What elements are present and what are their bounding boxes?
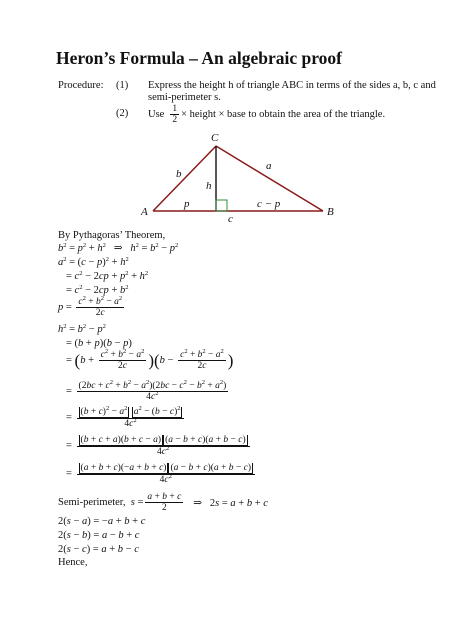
- eq-diff-squares: = $\frac{(b + c + a)(b + c - a) (a - b + c)(a + b - c)}{4c^2}$: [66, 435, 252, 457]
- eq-b-squared: $b^2 = p^2 + h^2$ ⇒ $h^2 = b^2 - p^2$: [58, 242, 179, 254]
- side-a-label: a: [266, 160, 272, 172]
- step-2-rest: × height × base to obtain the area of the triangle.: [181, 108, 386, 120]
- eq-a-squared: $a^2 = (c - p)^2 + h^2$: [58, 256, 129, 268]
- eq-expand-1: = $c^2 - 2cp + p^2 + h^2$: [66, 270, 149, 282]
- eq-rearranged: = $\frac{(a + b + c)(-a + b + c) (a - b + c)(a + b - c)}{4c^2}$: [66, 463, 257, 485]
- page-title: Heron’s Formula – An algebraic proof: [56, 48, 342, 68]
- semi-perimeter-label: Semi-perimeter,: [58, 497, 126, 508]
- eq-s-minus-b: 2(s − b) = a − b + c: [58, 530, 140, 541]
- step-1-line-2: semi-perimeter s.: [148, 92, 221, 103]
- vertex-c-label: C: [211, 132, 219, 144]
- eq-expand-2: = $c^2 - 2cp + b^2$: [66, 284, 129, 296]
- eq-s-minus-a: 2(s − a) = −a + b + c: [58, 516, 146, 527]
- eq-substitute: = (b + $\frac{c^2 + b^2 - a^2}{2c}$ )(b − $\frac{c^2 + b^2 - a^2}{2c}$ ): [66, 348, 234, 371]
- eq-semi-perimeter: Semi-perimeter, s = $\frac{a + b + c}{2}$ ⇒ 2s = a + b + c: [58, 492, 268, 513]
- segment-p-label: p: [184, 198, 190, 210]
- vertex-b-label: B: [327, 206, 334, 218]
- eq-s-minus-c: 2(s − c) = a + b − c: [58, 544, 139, 555]
- step-2-number: (2): [116, 108, 129, 119]
- eq-factor: = (b + p)(b − p): [66, 338, 132, 349]
- step-1-line-1: Express the height h of triangle ABC in terms of the sides a, b, c and: [148, 80, 436, 91]
- eq-p: p = $\frac{c^2 + b^2 - a^2}{2c}$: [58, 295, 123, 318]
- eq-combine: = $\frac{(2bc + c^2 + b^2 - a^2)(2bc - c^2 - b^2 + a^2)}{4c^2}$: [66, 379, 227, 402]
- hence-label: Hence,: [58, 557, 88, 568]
- side-b-label: b: [176, 168, 182, 180]
- base-c-label: c: [228, 213, 233, 225]
- height-label: h: [206, 180, 212, 192]
- eq-h-squared: $h^2 = b^2 - p^2$: [58, 323, 106, 335]
- eq-squares: = $\frac{(b + c)^2 - a^2 a^2 - (b - c)^2}{4c^2}$: [66, 407, 186, 429]
- half-denominator: 2: [172, 115, 178, 125]
- procedure-label: Procedure:: [58, 80, 104, 91]
- segment-c-minus-p-label: c − p: [257, 198, 281, 210]
- pythagoras-label: By Pythagoras’ Theorem,: [58, 230, 166, 241]
- step-2-use: Use: [148, 108, 165, 120]
- half-numerator: 1: [172, 104, 178, 114]
- step-1-number: (1): [116, 80, 129, 91]
- vertex-a-label: A: [141, 206, 148, 218]
- right-angle-marker: [216, 200, 227, 211]
